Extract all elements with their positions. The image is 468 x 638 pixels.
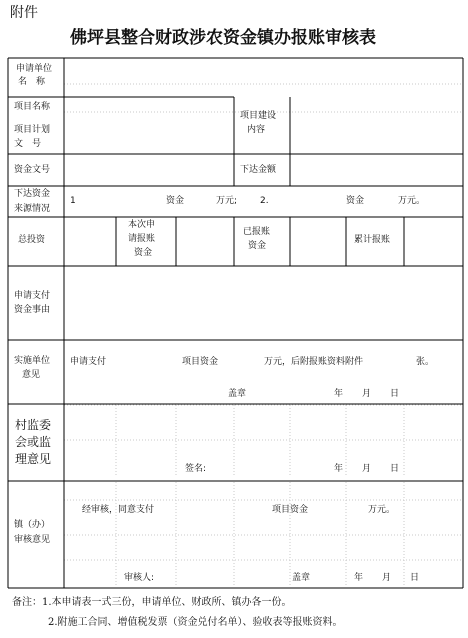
impl-month: 月 bbox=[362, 389, 372, 399]
current-apply-label-line2: 请报账 bbox=[128, 234, 156, 244]
impl-seal: 盖章 bbox=[228, 389, 247, 399]
town-label-line2: 审核意见 bbox=[14, 535, 51, 545]
town-reviewer-field[interactable] bbox=[162, 570, 282, 584]
village-year: 年 bbox=[334, 464, 344, 474]
total-investment-field[interactable] bbox=[66, 219, 114, 264]
construction-label-line1: 项目建设 bbox=[240, 111, 277, 121]
town-day: 日 bbox=[410, 573, 420, 583]
village-label-line1: 村监委 bbox=[15, 418, 52, 432]
town-project-fund: 项目资金 bbox=[272, 505, 309, 515]
source-label-line2: 来源情况 bbox=[14, 204, 51, 214]
note-line-1: 备注：1.本申请表一式三份，申请单位、财政所、镇办各一份。 bbox=[12, 597, 292, 608]
payment-reason-label-line2: 资金事由 bbox=[14, 305, 51, 315]
impl-sheet-unit: 张。 bbox=[416, 357, 435, 367]
town-unit: 万元。 bbox=[368, 505, 396, 515]
village-signature-field[interactable] bbox=[212, 462, 322, 476]
village-month: 月 bbox=[362, 464, 372, 474]
source-2-number: 2. bbox=[260, 196, 269, 206]
town-seal: 盖章 bbox=[292, 573, 311, 583]
applicant-unit-field[interactable] bbox=[66, 60, 461, 95]
current-apply-field[interactable] bbox=[178, 219, 232, 264]
payment-reason-label-line1: 申请支付 bbox=[14, 291, 51, 301]
village-sign-label: 签名: bbox=[185, 464, 207, 474]
town-reviewer-label: 审核人: bbox=[124, 573, 155, 583]
construction-label-line2: 内容 bbox=[247, 125, 266, 135]
project-plan-label-line1: 项目计划 bbox=[14, 125, 51, 135]
source-1-number: 1 bbox=[70, 196, 76, 206]
attachment-label: 附件 bbox=[10, 5, 38, 21]
form-title: 佛坪县整合财政涉农资金镇办报账审核表 bbox=[70, 28, 376, 48]
source-1-fund: 资金 bbox=[166, 196, 185, 206]
reported-label-line2: 资金 bbox=[248, 241, 267, 251]
village-day: 日 bbox=[390, 464, 400, 474]
impl-label-line2: 意见 bbox=[22, 370, 41, 380]
village-label-line2: 会或监 bbox=[15, 435, 52, 449]
issued-amount-label: 下达金额 bbox=[240, 165, 277, 175]
project-name-field[interactable] bbox=[66, 99, 232, 124]
source-2-fund: 资金 bbox=[346, 196, 365, 206]
current-apply-label-line1: 本次申 bbox=[128, 220, 156, 230]
village-label-line3: 理意见 bbox=[15, 452, 52, 466]
cumulative-field[interactable] bbox=[406, 219, 461, 264]
construction-content-field[interactable] bbox=[292, 99, 461, 152]
source-2-unit: 万元。 bbox=[398, 196, 426, 206]
impl-day: 日 bbox=[390, 389, 400, 399]
project-plan-label-line2: 文 号 bbox=[14, 139, 42, 149]
impl-apply-pay: 申请支付 bbox=[70, 357, 107, 367]
town-year: 年 bbox=[354, 573, 364, 583]
impl-year: 年 bbox=[334, 389, 344, 399]
impl-wan-attachment: 万元，后附报账资料附件 bbox=[264, 357, 364, 367]
fund-doc-label: 资金文号 bbox=[14, 165, 51, 175]
impl-label-line1: 实施单位 bbox=[14, 356, 51, 366]
applicant-unit-label-line2: 名 称 bbox=[18, 77, 46, 87]
applicant-unit-label-line1: 申请单位 bbox=[16, 64, 53, 74]
current-apply-label-line3: 资金 bbox=[134, 248, 153, 258]
total-investment-label: 总投资 bbox=[18, 235, 46, 245]
project-plan-field[interactable] bbox=[66, 126, 232, 152]
note-line-2: 2.附施工合同、增值税发票（资金兑付名单）、验收表等报账资料。 bbox=[48, 617, 343, 628]
cumulative-label: 累计报账 bbox=[354, 235, 391, 245]
issued-amount-field[interactable] bbox=[292, 156, 461, 184]
fund-doc-field[interactable] bbox=[66, 156, 232, 184]
source-1-unit: 万元; bbox=[216, 196, 238, 206]
town-month: 月 bbox=[382, 573, 392, 583]
source-label-line1: 下达资金 bbox=[14, 189, 51, 199]
project-name-label: 项目名称 bbox=[14, 102, 51, 112]
payment-reason-field[interactable] bbox=[66, 268, 461, 338]
reported-label-line1: 已报账 bbox=[243, 227, 271, 237]
reported-field[interactable] bbox=[292, 219, 344, 264]
town-reviewed-text: 经审核，同意支付 bbox=[82, 505, 155, 515]
town-label-line1: 镇（办） bbox=[14, 520, 51, 530]
impl-project-fund: 项目资金 bbox=[182, 357, 219, 367]
